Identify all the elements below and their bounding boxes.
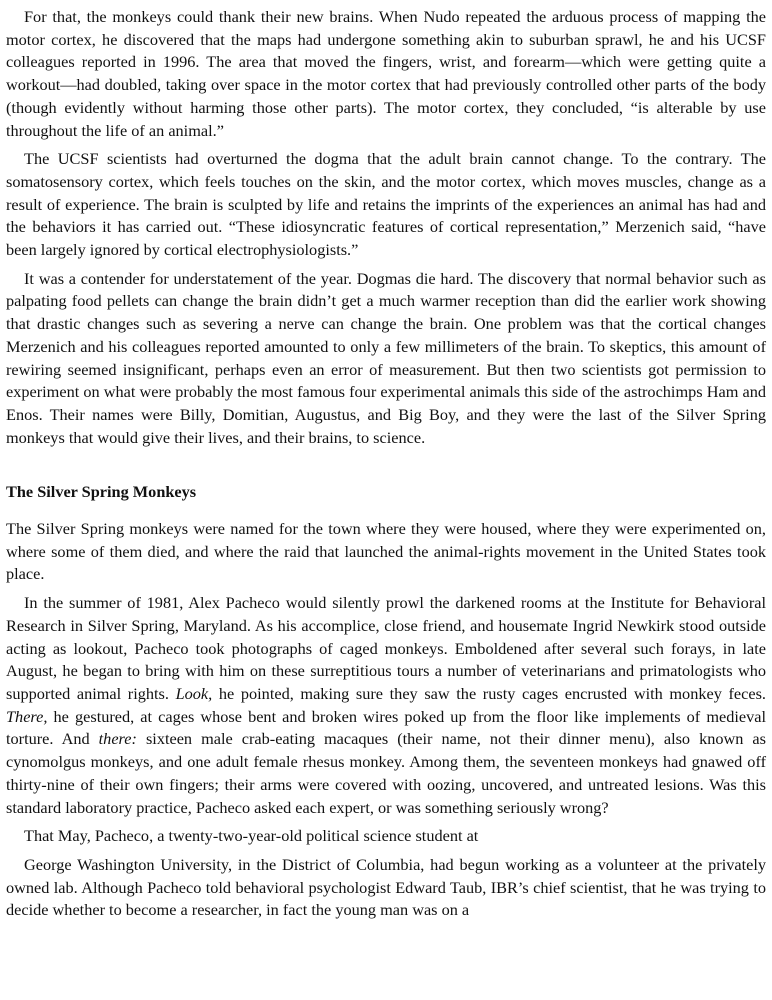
text-span: he pointed, making sure they saw the rusty cages encrusted with monkey feces. [212, 683, 766, 703]
text-span: In the summer of 1981, Alex Pacheco would silently prowl the darkened rooms at the Institute for Behavioral Research in Silver Spring, Maryland. As his accomplice, close friend, and housemate Ingrid Newkirk stood outside acting as lookout, Pacheco took photographs of caged monkeys. Emboldened after several such forays, in late August, he began to bring with him on these surreptitious tours a number of veterinarians and primatologists who supported animal rights. [6, 593, 766, 703]
italic-text: there: [98, 729, 137, 749]
section-intro-paragraph: The Silver Spring monkeys were named for the town where they were housed, where they were experimented on, where some of them died, and where the raid that launched the animal-rights movement in the United States took place. [6, 519, 766, 584]
italic-text: Look, [175, 683, 213, 703]
body-paragraph: For that, the monkeys could thank their new brains. When Nudo repeated the arduous process of mapping the motor cortex, he discovered that the maps had undergone something akin to suburban sprawl, he and his UCSF colleagues reported in 1996. The area that moved the fingers, wrist, and forearm—which were getting quite a workout—had doubled, taking over space in the motor cortex that had previously controlled other parts of the body (though evidently without harming those other parts). The motor cortex, they concluded, “is alterable by use throughout the life of an animal.” [6, 7, 766, 140]
body-paragraph: The UCSF scientists had overturned the dogma that the adult brain cannot change. To the contrary. The somatosensory cortex, which feels touches on the skin, and the motor cortex, which moves muscles, change as a result of experience. The brain is sculpted by life and retains the imprints of the experiences an animal has had and the behaviors it has carried out. “These idiosyncratic features of cortical representation,” Merzenich said, “have been largely ignored by cortical electrophysiologists.” [6, 149, 766, 260]
italic-text: There, [6, 706, 48, 726]
text-span: he gestured, at cages whose bent and broken wires poked up from the floor like implements of medieval torture. And [6, 706, 766, 749]
body-paragraph-raid [6, 592, 766, 819]
text-span: sixteen male crab-eating macaques (their name, not their dinner menu), also known as cynomolgus monkeys, and one adult female rhesus monkey. Among them, the seventeen monkeys had gnawed off thirty-nine of their own fingers; their arms were covered with oozing, uncovered, and untreated lesions. Was this standard laboratory practice, Pacheco asked each expert, or was something seriously wrong? [6, 729, 766, 817]
body-paragraph: It was a contender for understatement of the year. Dogmas die hard. The discovery that normal behavior such as palpating food pellets can change the brain didn’t get a much warmer reception than did the earlier work showing that drastic changes such as severing a nerve can change the brain. One problem was that the cortical changes Merzenich and his colleagues reported amounted to only a few millimeters of the brain. To skeptics, this amount of rewiring seemed insignificant, perhaps even an error of measurement. But then two scientists got permission to experiment on what were probably the most famous four experimental animals this side of the astrochimps Ham and Enos. Their names were Billy, Domitian, Augustus, and Big Boy, and they were the last of the Silver Spring monkeys that would give their lives, and their brains, to science. [6, 268, 766, 447]
book-page [6, 6, 766, 922]
section-heading: The Silver Spring Monkeys [6, 482, 197, 502]
body-paragraph: George Washington University, in the District of Columbia, had begun working as a volunteer at the privately owned lab. Although Pacheco told behavioral psychologist Edward Taub, IBR’s chief scientist, that he was trying to decide whether to become a researcher, in fact the young man was on a [6, 854, 766, 920]
body-paragraph: That May, Pacheco, a twenty-two-year-old political science student at [24, 826, 479, 846]
